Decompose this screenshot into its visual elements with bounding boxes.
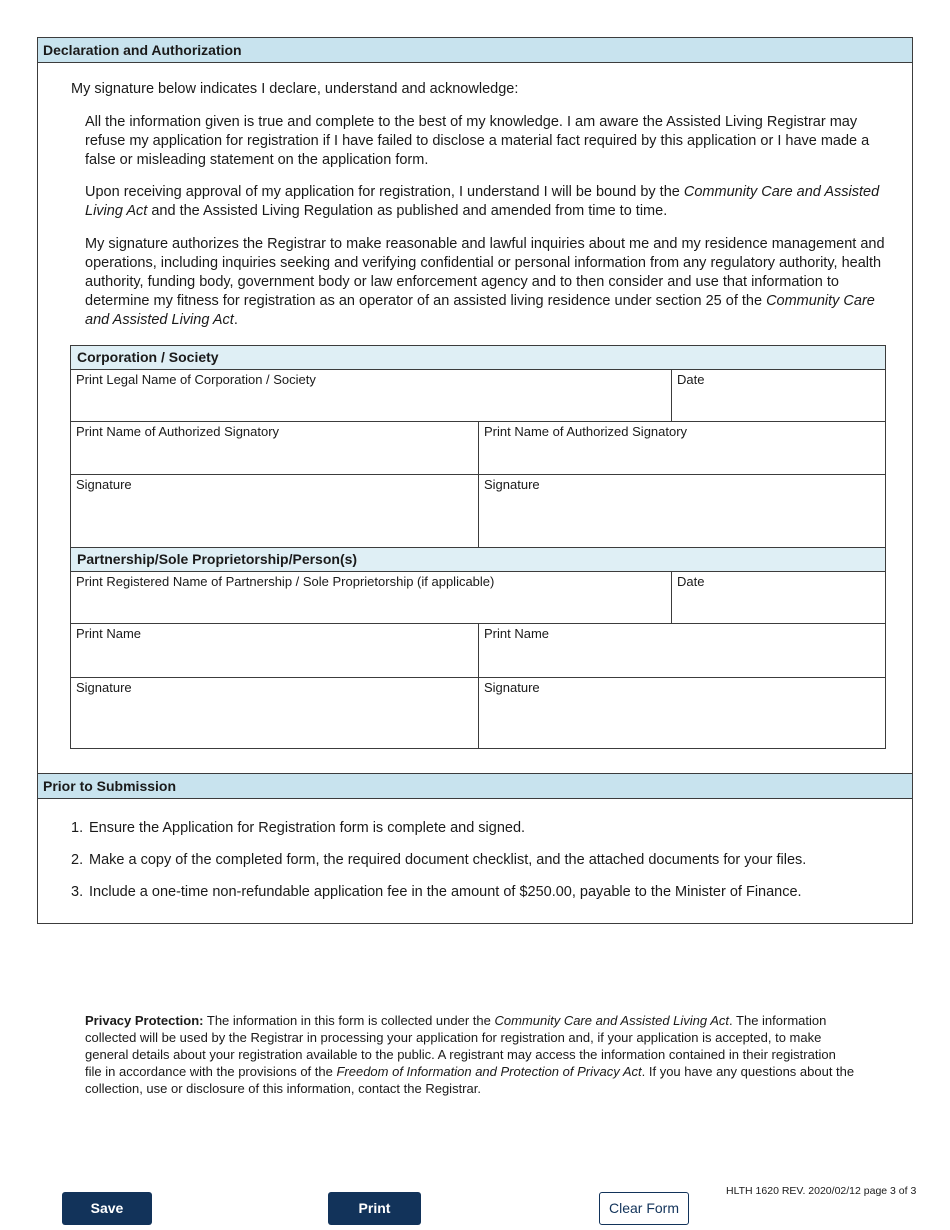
save-button[interactable]: Save bbox=[62, 1192, 152, 1225]
partnership-header: Partnership/Sole Proprietorship/Person(s) bbox=[71, 547, 885, 572]
declaration-paragraph-2: Upon receiving approval of my application for registration, I understand I will be bound by the Community Care and Assisted Living Act and the Assisted Living Regulation as published and amended from time to time. bbox=[85, 184, 880, 219]
partnership-name-1-field[interactable]: Print Name bbox=[71, 624, 479, 678]
corporation-signature-2-field[interactable]: Signature bbox=[484, 477, 540, 492]
partnership-date-field[interactable]: Date bbox=[672, 572, 885, 624]
declaration-paragraph-1: All the information given is true and complete to the best of my knowledge. I am aware the Assisted Living Registrar may refuse my application for registration if I have failed to disclose a material fact required by this application or I have made a false or misleading statement on the application form. bbox=[85, 114, 870, 168]
prior-submission-header: Prior to Submission bbox=[38, 774, 912, 799]
corporation-signatory-2-field[interactable]: Print Name of Authorized Signatory bbox=[479, 422, 885, 475]
list-item: 2. Make a copy of the completed form, the required document checklist, and the attached documents for your files. bbox=[71, 852, 807, 868]
corporation-legal-name-field[interactable]: Print Legal Name of Corporation / Society bbox=[71, 370, 672, 422]
declaration-intro: My signature below indicates I declare, understand and acknowledge: bbox=[71, 81, 519, 97]
partnership-name-2-field[interactable]: Print Name bbox=[479, 624, 885, 678]
declaration-header: Declaration and Authorization bbox=[38, 38, 912, 63]
prior-submission-section bbox=[37, 773, 913, 924]
signature-table bbox=[70, 345, 886, 749]
list-item: 1. Ensure the Application for Registration form is complete and signed. bbox=[71, 820, 526, 836]
list-item: 3. Include a one-time non-refundable application fee in the amount of $250.00, payable to the Minister of Finance. bbox=[71, 884, 802, 900]
form-code: HLTH 1620 REV. 2020/02/12 page 3 of 3 bbox=[726, 1185, 917, 1197]
partnership-signature-1-field[interactable]: Signature bbox=[71, 678, 479, 748]
corporation-signatory-1-field[interactable]: Print Name of Authorized Signatory bbox=[71, 422, 479, 475]
print-button[interactable]: Print bbox=[328, 1192, 421, 1225]
corporation-date-field[interactable]: Date bbox=[672, 370, 885, 422]
declaration-paragraph-3: My signature authorizes the Registrar to make reasonable and lawful inquiries about me and my residence management and operations, including inquiries seeking and verifying confidential or personal information from any regulatory authority, health authority, funding body, government body or law enforcement agency and to then consider and use that information to determine my fitness for registration as an operator of an assisted living residence under section 25 of the Community Care and Assisted Living Act. bbox=[85, 236, 885, 328]
clear-form-button[interactable]: Clear Form bbox=[599, 1192, 689, 1225]
corporation-signature-1-field[interactable]: Signature bbox=[71, 475, 479, 548]
partnership-registered-name-field[interactable]: Print Registered Name of Partnership / Sole Proprietorship (if applicable) bbox=[71, 572, 672, 624]
corporation-header: Corporation / Society bbox=[71, 345, 885, 370]
privacy-protection-notice: Privacy Protection: The information in this form is collected under the Community Care and Assisted Living Act. The information collected will be used by the Registrar in processing your application for registration and, if your application is accepted, to make general details about your registration available to the public. A registrant may access the information contained in their registration file in accordance with the provisions of the Freedom of Information and Protection of Privacy Act. If you have any questions about the collection, use or disclosure of this information, contact the Registrar. bbox=[85, 1013, 855, 1096]
partnership-signature-2-field[interactable]: Signature bbox=[484, 680, 540, 695]
